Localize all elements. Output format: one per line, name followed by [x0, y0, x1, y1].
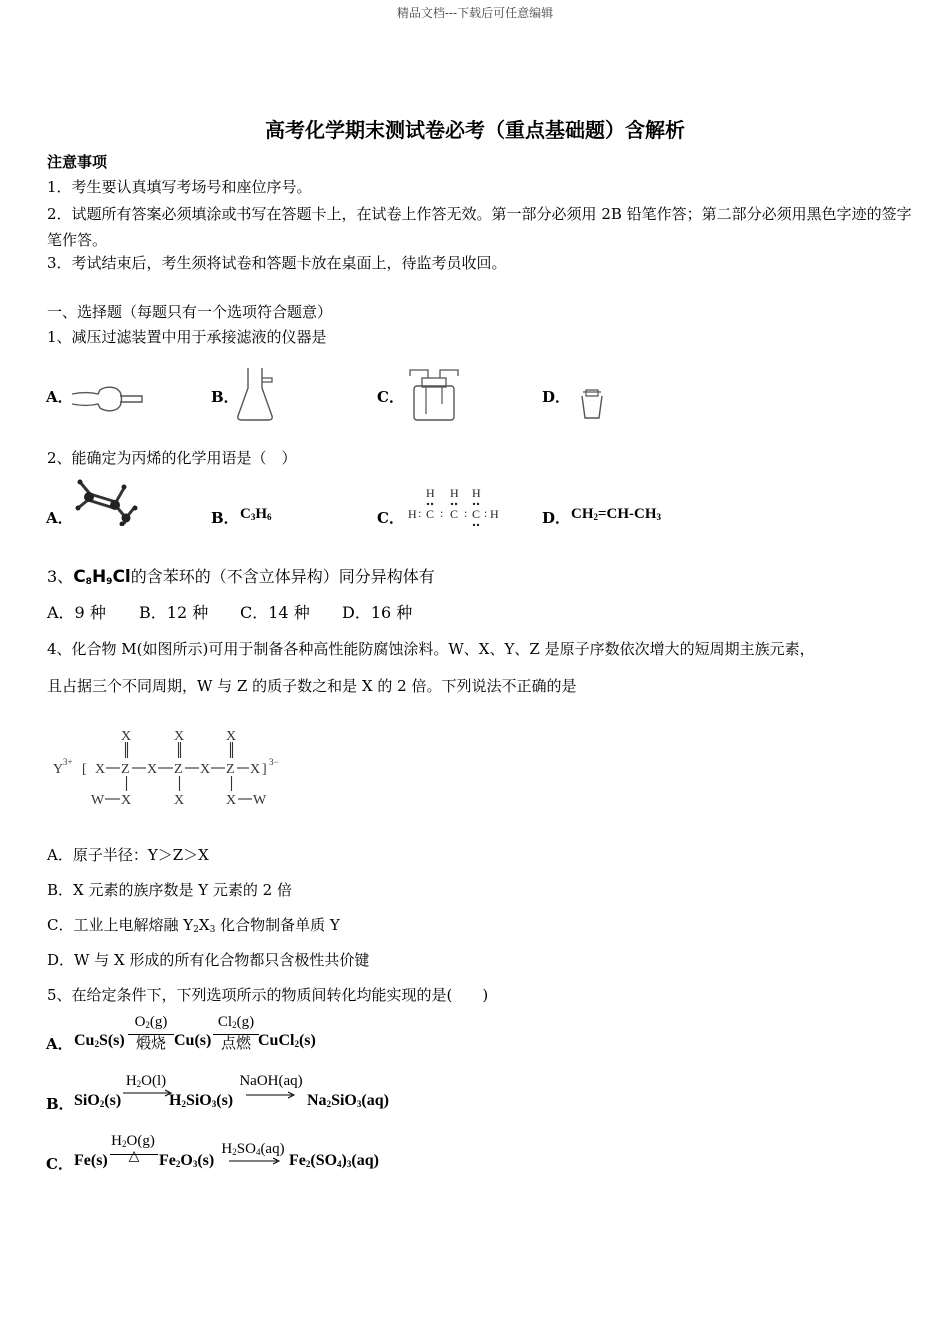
q3-stem: 3、$C_8H_9Cl$的含苯环的（不含立体异构）同分异构体有 [47, 567, 435, 587]
q5b-cond1-top: $H_2O(l)$ [125, 1073, 167, 1089]
struct-x-top-3: X [226, 729, 237, 744]
struct-y-charge: 3+ [63, 757, 73, 767]
q2-option-c-label: C． [377, 509, 404, 527]
compound-m-structure [50, 724, 300, 810]
notice-heading: 注意事项 [47, 153, 108, 171]
page-header: 精品文档---下载后可任意编辑 [396, 6, 554, 20]
struct-x-bot-3: X [226, 793, 237, 808]
q3-option-c: C．14 种 [240, 603, 310, 622]
q5a-cond1-top: $O_2(g)$ [134, 1014, 168, 1030]
q5b-arrow-2 [246, 1091, 296, 1099]
q5a-reactant: $Cu_2S(s)$ [74, 1032, 125, 1049]
buchner-funnel-image [70, 384, 145, 414]
dot-colon-4: : [484, 506, 488, 520]
dot-colon-3: : [464, 506, 468, 520]
q2-option-b-formula: $C_3H_6$ [240, 506, 272, 522]
q1-option-d-label: D． [542, 388, 571, 406]
q5a-cond2-bottom: 点燃 [220, 1036, 251, 1052]
struct-y: Y [53, 762, 64, 777]
gas-washing-bottle-image [402, 364, 464, 422]
struct-z-1: Z [121, 762, 130, 777]
q4-stem-line-2: 且占据三个不同周期，W 与 Z 的质子数之和是 X 的 2 倍。下列说法不正确的是 [47, 677, 577, 695]
struct-w-2: W [253, 793, 267, 808]
q2-option-a-label: A． [46, 509, 73, 527]
struct-x-4: X [250, 762, 261, 777]
q4-option-b: B．X 元素的族序数是 Y 元素的 2 倍 [47, 881, 292, 899]
section-heading: 一、选择题（每题只有一个选项符合题意） [47, 303, 333, 321]
q5a-cond2-top: $Cl_2(g)$ [217, 1014, 255, 1030]
q1-option-c-label: C． [377, 388, 404, 406]
struct-x-top-2: X [174, 729, 185, 744]
q2-option-d-label: D． [542, 509, 571, 527]
dot-colon-2: : [440, 506, 444, 520]
notice-item-1: 1．考生要认真填写考场号和座位序号。 [47, 178, 312, 196]
q5b-arrow-1 [123, 1089, 173, 1097]
dot-c-3: C [472, 507, 481, 521]
q5c-intermediate: $Fe_2O_3(s)$ [159, 1152, 215, 1169]
q5-option-b-label: B． [46, 1095, 74, 1113]
q3-option-b: B．12 种 [139, 603, 209, 622]
q5b-intermediate: $H_2SiO_3(s)$ [169, 1092, 234, 1109]
q3-option-a: A．9 种 [47, 603, 106, 622]
q5b-reactant: SiO$_2$(s) [74, 1092, 122, 1109]
dot-h-top-3: H [472, 486, 481, 500]
q5b-product: $Na_2SiO_3(aq)$ [307, 1092, 389, 1109]
struct-x-3: X [200, 762, 211, 777]
q5b-cond2-top: NaOH(aq) [239, 1073, 303, 1089]
dot-h-right: H [490, 507, 499, 521]
crucible-image [578, 386, 606, 422]
dot-c-2: C [450, 507, 459, 521]
suction-flask-image [234, 366, 276, 422]
electron-dot-formula-image [402, 485, 512, 531]
q2-stem: 2、能确定为丙烯的化学用语是（ ） [47, 449, 297, 467]
q1-option-a-label: A． [46, 388, 73, 406]
struct-right-bracket: ] [262, 762, 267, 777]
q5c-cond1-bottom: △ [128, 1149, 140, 1164]
struct-x-bot-1: X [121, 793, 132, 808]
page-title: 高考化学期末测试卷必考（重点基础题）含解析 [265, 118, 685, 142]
q5c-arrow-2 [229, 1157, 281, 1165]
q4-option-c: C．工业上电解熔融 $Y_2X_3$ 化合物制备单质 Y [47, 916, 340, 935]
dot-h-top-1: H [426, 486, 435, 500]
q5c-cond1-top: $H_2O(g)$ [111, 1133, 155, 1149]
struct-z-2: Z [174, 762, 183, 777]
struct-z-3: Z [226, 762, 235, 777]
q5a-cond1-bottom: 煅烧 [135, 1036, 166, 1052]
q2-option-b-label: B． [211, 509, 239, 527]
q5-option-a-label: A． [46, 1035, 73, 1053]
q1-option-b-label: B． [211, 388, 239, 406]
notice-item-2: 2．试题所有答案必须填涂或书写在答题卡上，在试卷上作答无效。第一部分必须用 2B 铅笔作答；第二部分必须用黑色字迹的签字笔作答。 [47, 205, 912, 249]
q5a-intermediate: Cu(s) [174, 1032, 212, 1049]
struct-x-2: X [147, 762, 158, 777]
q5c-cond2-top: $H_2SO_4(aq)$ [221, 1141, 285, 1157]
notice-item-3: 3．考试结束后，考生须将试卷和答题卡放在桌面上，待监考员收回。 [47, 254, 507, 272]
dot-h-left: H [408, 507, 417, 521]
dot-c-1: C [426, 507, 435, 521]
dot-h-top-2: H [450, 486, 459, 500]
q5-option-c-label: C． [46, 1155, 73, 1173]
q5c-reactant: Fe(s) [74, 1152, 108, 1169]
struct-x-bot-2: X [174, 793, 185, 808]
q5c-product: $Fe_2(SO_4)_3(aq)$ [289, 1152, 379, 1169]
q3-option-d: D．16 种 [342, 603, 413, 622]
q2-option-d-formula: $CH_2=CH-CH_3$ [571, 506, 662, 522]
q4-option-a: A．原子半径：Y＞Z＞X [47, 846, 209, 864]
struct-left-bracket: [ [82, 762, 87, 777]
q1-stem: 1、减压过滤装置中用于承接滤液的仪器是 [47, 328, 327, 346]
ball-stick-model-image [72, 478, 142, 526]
q4-stem-line-1: 4、化合物 M(如图所示)可用于制备各种高性能防腐蚀涂料。W、X、Y、Z 是原子序数依次增大的短周期主族元素， [47, 640, 815, 658]
q5-stem: 5、在给定条件下，下列选项所示的物质间转化均能实现的是( ) [47, 986, 489, 1004]
struct-x-1: X [95, 762, 106, 777]
q4-option-d: D．W 与 X 形成的所有化合物都只含极性共价键 [47, 951, 370, 969]
dot-colon-1: : [418, 506, 422, 520]
struct-charge: 3− [269, 757, 279, 767]
q5a-product: CuCl$_2$(s) [258, 1032, 316, 1049]
struct-w-1: W [91, 793, 105, 808]
struct-x-top-1: X [121, 729, 132, 744]
